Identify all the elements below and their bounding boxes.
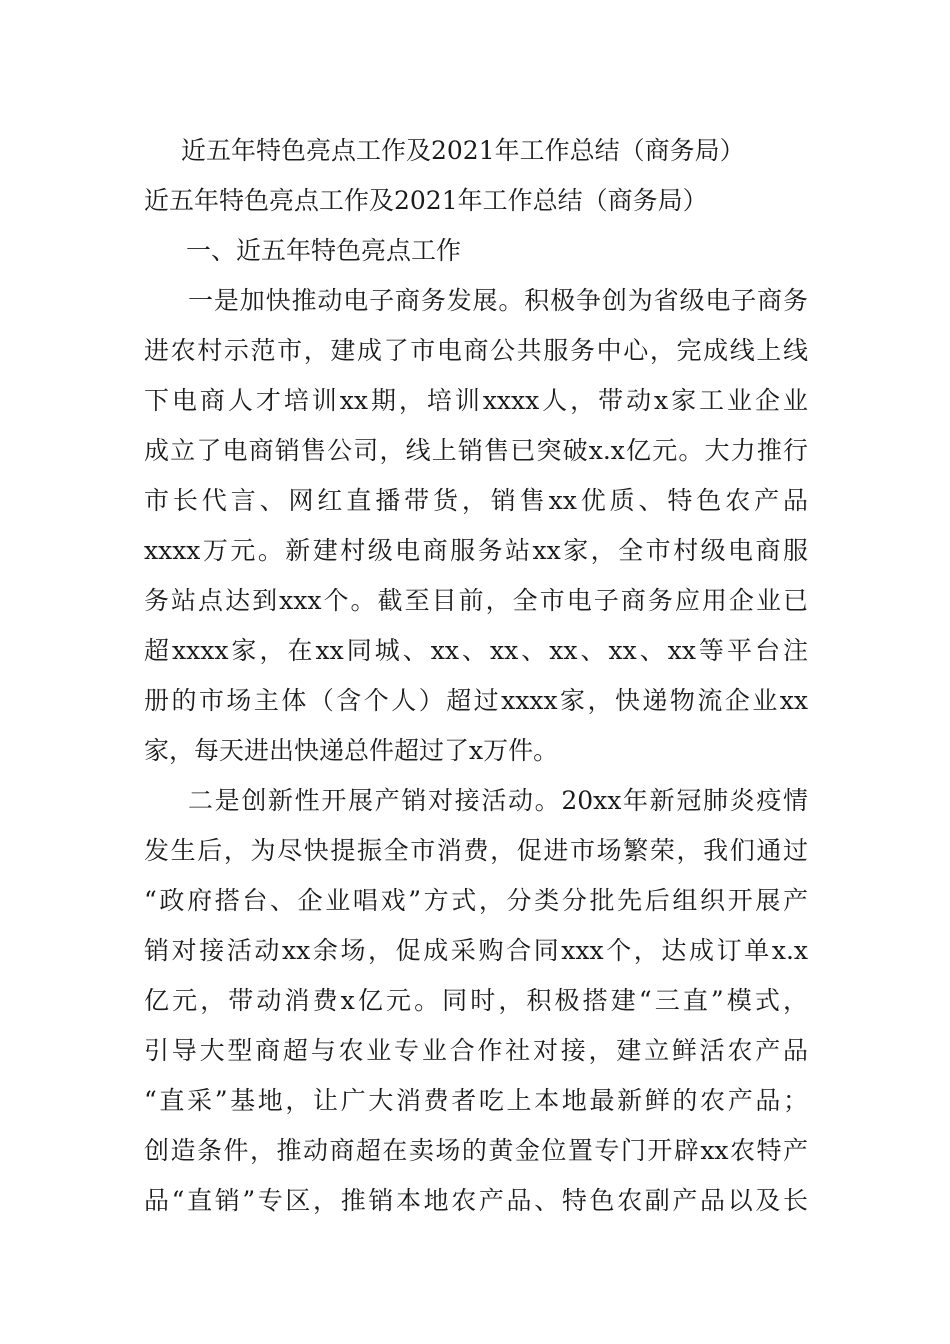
paragraph-line: 册的市场主体（含个人）超过xxxx家，快递物流企业xx (144, 686, 808, 715)
paragraph-line: “政府搭台、企业唱戏”方式，分类分批先后组织开展产 (144, 886, 808, 915)
paragraph-line: xxxx万元。新建村级电商服务站xx家，全市村级电商服 (144, 536, 808, 565)
paragraph-line: 一是加快推动电子商务发展。积极争创为省级电子商务 (188, 286, 808, 315)
paragraph-line: 成立了电商销售公司，线上销售已突破x.x亿元。大力推行 (144, 436, 808, 465)
paragraph-line: 发生后，为尽快提振全市消费，促进市场繁荣，我们通过 (144, 836, 808, 865)
paragraph-line: 引导大型商超与农业专业合作社对接，建立鲜活农产品 (144, 1036, 808, 1065)
paragraph-line: 务站点达到xxx个。截至目前，全市电子商务应用企业已 (144, 586, 808, 615)
paragraph-line: 下电商人才培训xx期，培训xxxx人，带动x家工业企业 (144, 386, 808, 415)
paragraph-ecommerce (144, 276, 808, 776)
paragraph-line: 销对接活动xx余场，促成采购合同xxx个，达成订单x.x (144, 936, 808, 965)
paragraph-line: “直采”基地，让广大消费者吃上本地最新鲜的农产品； (144, 1086, 808, 1115)
paragraph-line: 进农村示范市，建成了市电商公共服务中心，完成线上线 (144, 336, 808, 365)
document-title: 近五年特色亮点工作及2021年工作总结（商务局） (181, 136, 745, 165)
document-subtitle: 近五年特色亮点工作及2021年工作总结（商务局） (144, 186, 708, 215)
section-heading: 一、近五年特色亮点工作 (186, 236, 462, 265)
paragraph-line: 二是创新性开展产销对接活动。20xx年新冠肺炎疫情 (188, 786, 808, 815)
paragraph-line: 家，每天进出快递总件超过了x万件。 (144, 736, 559, 765)
paragraph-line: 创造条件，推动商超在卖场的黄金位置专门开辟xx农特产 (144, 1136, 808, 1165)
paragraph-line: 品“直销”专区，推销本地农产品、特色农副产品以及长 (144, 1186, 808, 1215)
paragraph-line: 超xxxx家，在xx同城、xx、xx、xx、xx、xx等平台注 (144, 636, 808, 665)
paragraph-line: 市长代言、网红直播带货，销售xx优质、特色农产品 (144, 486, 808, 515)
paragraph-line: 亿元，带动消费x亿元。同时，积极搭建“三直”模式， (144, 986, 808, 1015)
paragraph-supply-demand (144, 776, 808, 1226)
